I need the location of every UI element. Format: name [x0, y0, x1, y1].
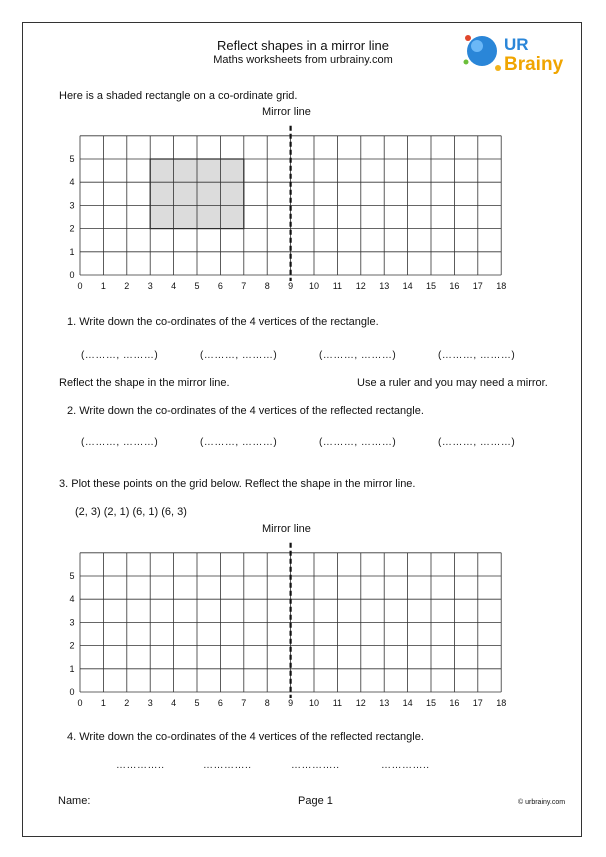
x-tick-label: 11: [332, 281, 343, 291]
x-tick-label: 15: [425, 698, 437, 708]
answer-blank[interactable]: (………, ………): [81, 437, 159, 448]
answer-blank[interactable]: (………, ………): [319, 350, 397, 361]
mirror-line-label-2: Mirror line: [262, 523, 311, 535]
x-tick-label: 16: [449, 698, 460, 708]
x-tick-label: 14: [402, 281, 413, 291]
y-tick-label: 4: [69, 177, 75, 188]
x-tick-label: 10: [308, 698, 320, 708]
x-tick-label: 5: [194, 698, 200, 708]
x-tick-label: 0: [77, 281, 83, 291]
x-tick-label: 13: [379, 281, 390, 291]
x-tick-label: 14: [402, 698, 413, 708]
logo-text-bottom: Brainy: [504, 54, 564, 75]
y-tick-label: 5: [69, 154, 75, 164]
answer-blank[interactable]: (………, ………): [438, 350, 516, 361]
answer-blank[interactable]: (………, ………): [81, 350, 159, 361]
x-tick-label: 4: [171, 281, 177, 291]
y-tick-label: 2: [69, 640, 75, 651]
intro-text: Here is a shaded rectangle on a co-ordinate grid.: [59, 90, 298, 102]
x-tick-label: 12: [355, 698, 366, 708]
answer-blank[interactable]: (………, ………): [319, 437, 397, 448]
x-tick-label: 18: [496, 698, 507, 708]
answer-blank[interactable]: (………, ………): [200, 437, 278, 448]
y-tick-label: 0: [69, 270, 75, 280]
x-tick-label: 16: [449, 281, 460, 291]
x-tick-label: 2: [124, 698, 130, 708]
x-tick-label: 4: [171, 698, 177, 708]
y-tick-label: 0: [69, 687, 75, 697]
y-tick-label: 3: [69, 617, 75, 628]
x-tick-label: 1: [100, 281, 106, 291]
x-tick-label: 15: [425, 281, 437, 291]
x-tick-label: 3: [147, 698, 153, 708]
y-tick-label: 4: [69, 594, 75, 605]
x-tick-label: 7: [241, 281, 247, 291]
y-tick-label: 1: [69, 246, 75, 257]
y-tick-label: 1: [69, 663, 75, 674]
x-tick-label: 8: [264, 281, 270, 291]
x-tick-label: 7: [241, 698, 247, 708]
worksheet-subtitle: Maths worksheets from urbrainy.com: [213, 54, 393, 66]
question-3: 3. Plot these points on the grid below. Reflect the shape in the mirror line.: [59, 478, 416, 490]
x-tick-label: 11: [332, 698, 343, 708]
question-3-points: (2, 3) (2, 1) (6, 1) (6, 3): [75, 506, 187, 518]
y-tick-label: 5: [69, 571, 75, 581]
x-tick-label: 3: [147, 281, 153, 291]
x-tick-label: 12: [355, 281, 366, 291]
x-tick-label: 9: [288, 281, 294, 291]
question-2: 2. Write down the co-ordinates of the 4 vertices of the reflected rectangle.: [67, 405, 424, 417]
x-tick-label: 17: [472, 698, 483, 708]
x-tick-label: 6: [217, 281, 223, 291]
x-tick-label: 13: [379, 698, 390, 708]
answer-blank[interactable]: …………..: [381, 760, 430, 771]
answer-blank[interactable]: …………..: [291, 760, 340, 771]
x-tick-label: 0: [77, 698, 83, 708]
answer-blank[interactable]: …………..: [203, 760, 252, 771]
x-tick-label: 5: [194, 281, 200, 291]
answer-blank[interactable]: …………..: [116, 760, 165, 771]
mirror-line-label-1: Mirror line: [262, 106, 311, 118]
question-4: 4. Write down the co-ordinates of the 4 vertices of the reflected rectangle.: [67, 731, 424, 743]
page-number: Page 1: [298, 795, 333, 807]
answer-blank[interactable]: (………, ………): [438, 437, 516, 448]
x-tick-label: 8: [264, 698, 270, 708]
name-label: Name:: [58, 795, 91, 807]
x-tick-label: 2: [124, 281, 130, 291]
logo-text-top: UR: [504, 35, 529, 54]
x-tick-label: 18: [496, 281, 507, 291]
instruction-reflect: Reflect the shape in the mirror line.: [59, 377, 230, 389]
x-tick-label: 1: [100, 698, 106, 708]
y-tick-label: 3: [69, 200, 75, 211]
answer-blank[interactable]: (………, ………): [200, 350, 278, 361]
worksheet-title: Reflect shapes in a mirror line: [217, 38, 389, 53]
x-tick-label: 6: [217, 698, 223, 708]
copyright-text: © urbrainy.com: [518, 799, 566, 806]
y-tick-label: 2: [69, 223, 75, 234]
instruction-ruler: Use a ruler and you may need a mirror.: [357, 377, 548, 389]
x-tick-label: 10: [308, 281, 320, 291]
x-tick-label: 9: [288, 698, 294, 708]
question-1: 1. Write down the co-ordinates of the 4 vertices of the rectangle.: [67, 316, 379, 328]
x-tick-label: 17: [472, 281, 483, 291]
